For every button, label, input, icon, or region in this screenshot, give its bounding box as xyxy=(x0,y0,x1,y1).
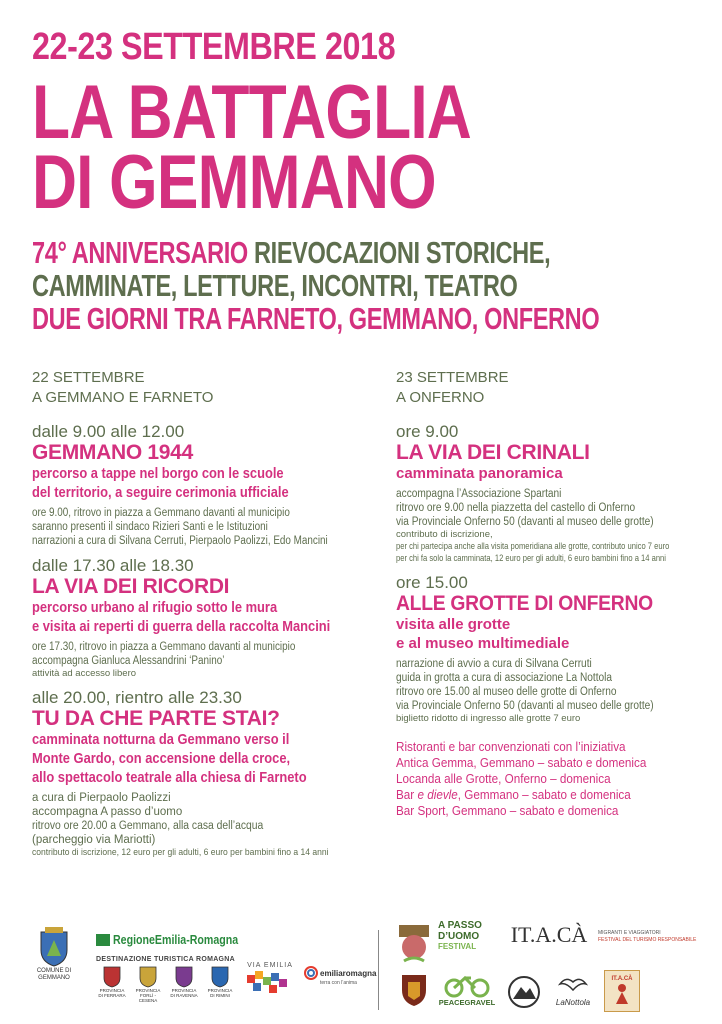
main-title xyxy=(32,70,567,225)
event-subtitle: percorso urbano al rifugio sotto le mura xyxy=(32,599,278,616)
sponsor-logos xyxy=(0,918,722,1024)
via-emilia-mosaic-icon xyxy=(247,969,293,993)
restaurant-item: Locanda alle Grotte, Onferno – domenica xyxy=(396,771,611,786)
event-note: via Provinciale Onferno 50 (davanti al museo delle grotte) xyxy=(396,516,654,528)
restaurants-list xyxy=(396,739,706,819)
event-via-dei-ricordi xyxy=(32,556,362,680)
nottola-logo: LaNottola xyxy=(548,970,598,1007)
crest-icon xyxy=(211,966,229,988)
crest-icon xyxy=(139,966,157,988)
title-line-2: DI GEMMANO xyxy=(32,140,436,225)
crest-icon xyxy=(175,966,193,988)
event-note: (parcheggio via Mariotti) xyxy=(32,834,156,846)
event-title: GEMMANO 1944 xyxy=(32,441,193,464)
emiliaromagna-logo: emiliaromagna terra con l’anima xyxy=(304,966,364,986)
event-small-note: biglietto ridotto di ingresso alle grotte 7 euro xyxy=(396,713,581,724)
day-22-heading xyxy=(32,368,362,408)
event-subtitle: e visita ai reperti di guerra della raccolta Mancini xyxy=(32,618,331,635)
crest-icon xyxy=(103,966,121,988)
event-via-dei-crinali xyxy=(396,422,706,565)
title-line-1: LA BATTAGLIA xyxy=(32,70,472,155)
bicycle-icon xyxy=(443,972,491,998)
event-gemmano-1944 xyxy=(32,422,362,548)
regione-flag-icon xyxy=(96,934,110,946)
itaca-tagline: MIGRANTI E VIAGGIATORI FESTIVAL DEL TURISMO RESPONSABILE xyxy=(598,930,697,943)
event-note: via Provinciale Onferno 50 (davanti al museo delle grotte) xyxy=(396,700,654,712)
event-subtitle: camminata panoramica xyxy=(396,465,563,482)
day-22-place: A GEMMANO E FARNETO xyxy=(32,389,214,406)
event-subtitle: camminata notturna da Gemmano verso il xyxy=(32,731,290,748)
gemmano-emblem-logo xyxy=(394,920,434,966)
restaurant-item: Bar Sport, Gemmano – sabato e domenica xyxy=(396,803,619,818)
subtitle-rievocazioni: RIEVOCAZIONI STORICHE, xyxy=(254,235,551,270)
event-note: accompagna A passo d’uomo xyxy=(32,806,183,818)
provincia-forli-logo: PROVINCIA FORLÌ - CESENA xyxy=(134,966,162,1003)
restaurants-heading: Ristoranti e bar convenzionati con l’iniziativa xyxy=(396,739,626,754)
event-subtitle: visita alle grotte xyxy=(396,616,511,633)
event-title: LA VIA DEI CRINALI xyxy=(396,441,590,464)
event-note: accompagna Gianluca Alessandrini ‘Panino’ xyxy=(32,655,225,667)
restaurant-item: Bar e dievle, Gemmano – sabato e domenica xyxy=(396,787,631,802)
mountain-icon xyxy=(507,975,541,1009)
event-note: guida in grotta a cura di associazione La Nottola xyxy=(396,672,613,684)
event-note: narrazioni a cura di Silvana Cerruti, Pierpaolo Paolizzi, Edo Mancini xyxy=(32,535,328,547)
event-grotte-di-onferno xyxy=(396,573,706,725)
event-time: ore 15.00 xyxy=(396,573,468,592)
event-time: dalle 17.30 alle 18.30 xyxy=(32,556,194,575)
peacegravel-logo: PEACEGRAVEL xyxy=(436,972,498,1007)
via-emilia-logo: VIA EMILIA xyxy=(244,962,296,993)
event-note: ritrovo ore 20.00 a Gemmano, alla casa dell’acqua xyxy=(32,820,264,832)
event-note: a cura di Pierpaolo Paolizzi xyxy=(32,792,171,804)
event-time: ore 9.00 xyxy=(396,422,459,441)
event-dates: 22-23 SETTEMBRE 2018 xyxy=(32,26,396,68)
subtitle-activities: CAMMINATE, LETTURE, INCONTRI, TEATRO xyxy=(32,268,518,303)
event-subtitle: e al museo multimediale xyxy=(396,635,570,652)
event-small-note: contributo di iscrizione, 12 euro per gli adulti, 6 euro per bambini fino a 14 anni xyxy=(32,847,329,858)
provincia-ferrara-logo: PROVINCIA DI FERRARA xyxy=(98,966,126,998)
day-23-heading xyxy=(396,368,706,408)
figure-icon xyxy=(610,982,634,1006)
day-23-place: A ONFERNO xyxy=(396,389,485,406)
provincia-rimini-logo: PROVINCIA DI RIMINI xyxy=(206,966,234,998)
event-title: LA VIA DEI RICORDI xyxy=(32,575,230,598)
helmet-icon xyxy=(399,972,429,1008)
comune-gemmano-logo: COMUNE DI GEMMANO xyxy=(28,926,80,982)
event-title: ALLE GROTTE DI ONFERNO xyxy=(396,592,653,615)
subtitle-locations: DUE GIORNI TRA FARNETO, GEMMANO, ONFERNO xyxy=(32,301,600,336)
event-subtitle: percorso a tappe nel borgo con le scuole xyxy=(32,465,284,482)
event-small-note: contributo di iscrizione, xyxy=(396,529,493,540)
event-note: ore 9.00, ritrovo in piazza a Gemmano davanti al municipio xyxy=(32,507,290,519)
event-note: ritrovo ore 15.00 al museo delle grotte di Onferno xyxy=(396,686,617,698)
passo-duomo-logo: A PASSO D’UOMO FESTIVAL xyxy=(438,920,482,951)
event-tu-da-che-parte-stai xyxy=(32,688,362,859)
bat-icon xyxy=(558,970,588,998)
event-note: saranno presenti il sindaco Rizieri Santi e le Istituzioni xyxy=(32,521,268,533)
event-note: ore 17.30, ritrovo in piazza a Gemmano davanti al municipio xyxy=(32,641,296,653)
event-subtitle: Monte Gardo, con accensione della croce, xyxy=(32,750,291,767)
spartani-logo xyxy=(398,972,430,1008)
event-subtitle: del territorio, a seguire cerimonia ufficiale xyxy=(32,484,289,501)
event-subtitle: allo spettacolo teatrale alla chiesa di Farneto xyxy=(32,769,307,786)
event-small-note: per chi partecipa anche alla visita pomeridiana alle grotte, contributo unico 7 euro xyxy=(396,541,670,552)
crest-icon xyxy=(37,926,71,968)
day-22-date: 22 SETTEMBRE xyxy=(32,369,145,386)
event-small-note: attività ad accesso libero xyxy=(32,668,137,679)
event-note: accompagna l’Associazione Spartani xyxy=(396,488,562,500)
provincia-ravenna-logo: PROVINCIA DI RAVENNA xyxy=(170,966,198,998)
day-23-date: 23 SETTEMBRE xyxy=(396,369,509,386)
day-23-column xyxy=(396,368,706,819)
event-note: narrazione di avvio a cura di Silvana Cerruti xyxy=(396,658,592,670)
subtitle-anniversary: 74° ANNIVERSARIO xyxy=(32,235,248,270)
regione-logo: RegioneEmilia-Romagna xyxy=(96,930,243,950)
emblem-icon xyxy=(395,921,433,965)
restaurant-item: Antica Gemma, Gemmano – sabato e domenica xyxy=(396,755,647,770)
destinazione-label: DESTINAZIONE TURISTICA ROMAGNA xyxy=(96,956,236,963)
mountain-badge-logo xyxy=(506,974,542,1010)
event-small-note: per chi fa solo la camminata, 12 euro per gli adulti, 6 euro bambini fino a 14 anni xyxy=(396,553,666,564)
swirl-icon xyxy=(304,966,318,980)
event-note: ritrovo ore 9.00 nella piazzetta del castello di Onferno xyxy=(396,502,636,514)
logo-divider xyxy=(378,930,379,1010)
event-time: alle 20.00, rientro alle 23.30 xyxy=(32,688,242,707)
itaca-logo: IT.A.CÀ xyxy=(510,922,588,947)
day-22-column xyxy=(32,368,362,865)
subtitle xyxy=(32,236,722,335)
event-time: dalle 9.00 alle 12.00 xyxy=(32,422,185,441)
itaca-small-logo: IT.A.CÀ xyxy=(604,970,640,1012)
event-title: TU DA CHE PARTE STAI? xyxy=(32,707,280,730)
